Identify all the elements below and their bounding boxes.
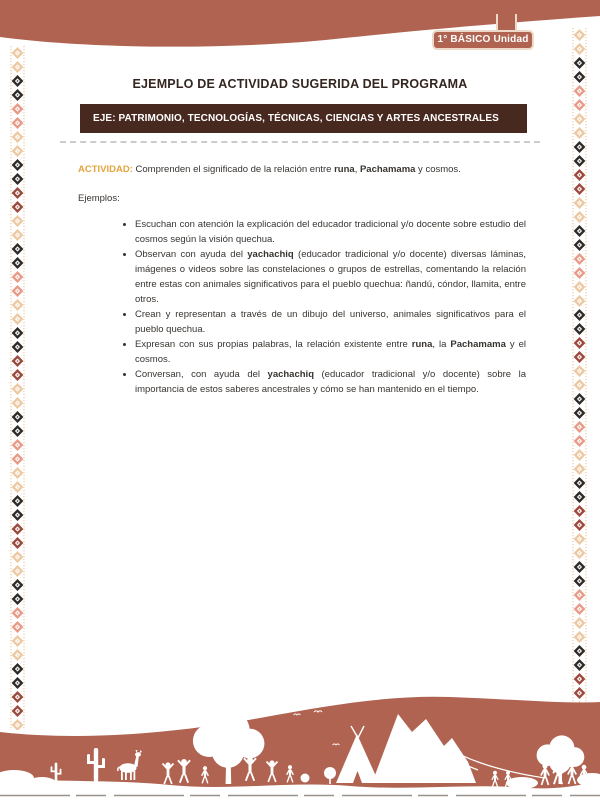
unit-badge: 1° BÁSICO Unidad 2 [432, 30, 534, 50]
example-bullet: • Crean y representan a través de un dibujo del universo, animales significativos para el pueblo quechua. [135, 307, 526, 337]
example-bullet: • Expresan con sus propias palabras, la relación existente entre runa, la Pachamama y el cosmos. [135, 337, 526, 367]
examples-heading: Ejemplos: [78, 193, 120, 204]
example-bullet: • Conversan, con ayuda del yachachiq (educador tradicional y/o docente) sobre la importancia de estos saberes ancestrales y cómo se han mantenido en el tiempo. [135, 367, 526, 397]
textile-border-left-icon [10, 46, 25, 730]
dashed-separator [60, 141, 540, 143]
activity-text: Comprenden el significado de la relación entre runa, Pachamama y cosmos. [132, 164, 461, 175]
bird-icon [145, 716, 155, 718]
textile-border-right-icon [572, 28, 587, 705]
landscape-illustration [0, 688, 600, 800]
bird-icon [300, 703, 310, 705]
example-bullet: • Escuchan con atención la explicación del educador tradicional y/o docente sobre estudio del cosmos según la visión quechua. [135, 217, 526, 247]
activity-line [78, 163, 528, 177]
bird-icon [182, 711, 190, 712]
example-bullet: • Observan con ayuda del yachachiq (educador tradicional y/o docente) diversas láminas, imágenes o videos sobre las constelaciones o grupos de estrellas, comentando la relación entre estas con animales significativos para el pueblo quechua: ñandú, cóndor, llamita, entre otros. [135, 247, 526, 307]
eje-bar: EJE: PATRIMONIO, TECNOLOGÍAS, TÉCNICAS, CIENCIAS Y ARTES ANCESTRALES [80, 104, 527, 133]
page-title: EJEMPLO DE ACTIVIDAD SUGERIDA DEL PROGRAMA [132, 77, 468, 91]
examples-list [78, 217, 526, 397]
activity-label: ACTIVIDAD: [78, 164, 133, 175]
